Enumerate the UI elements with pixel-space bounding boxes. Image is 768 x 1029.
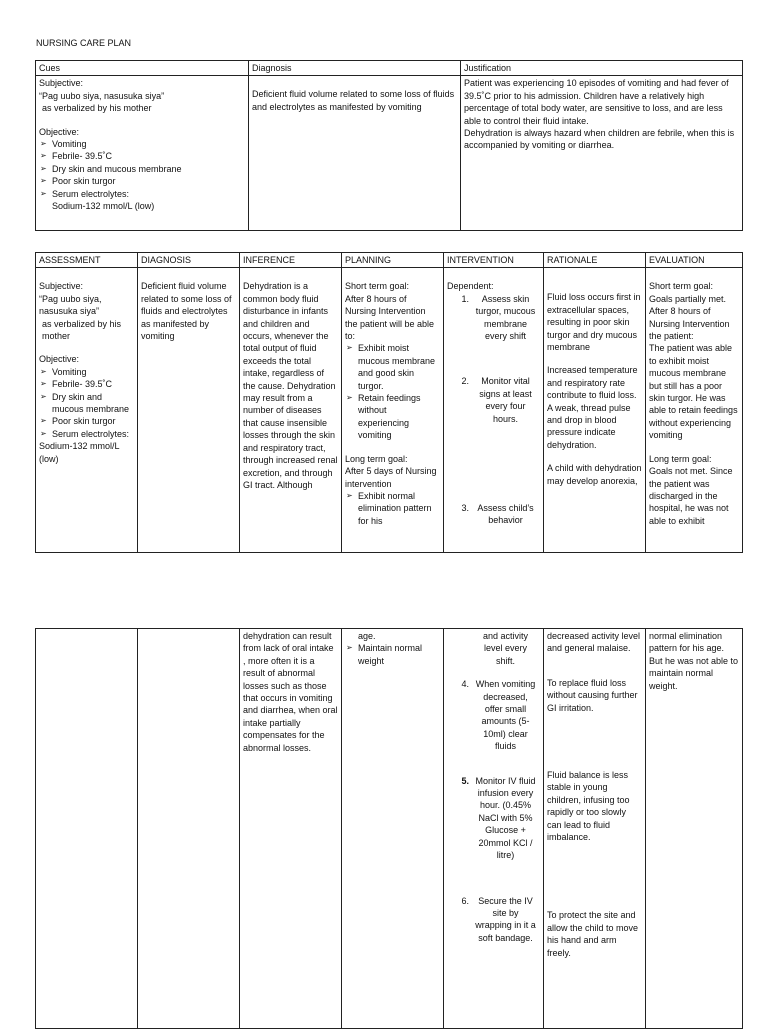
diagnosis-text: Deficient fluid volume related to some loss of fluids and electrolytes as manifested by vomiting [141, 281, 232, 342]
eval-short-detail: The patient was able to exhibit moist mucous membrane but still has a poor skin turgor. He was able to retain feedings without experiencing vomiting [649, 343, 738, 441]
evaluation-cell [646, 629, 743, 1029]
list-item: ➢ Febrile- 39.5˚C [39, 150, 245, 162]
diagnosis-cell [138, 268, 240, 553]
care-plan-continuation-table [35, 628, 743, 1029]
objective-label: Objective: [39, 354, 80, 365]
short-term-goal-list [345, 342, 440, 441]
inference-text: Dehydration is a common body fluid disturbance in infants and children and occurs, whenever the total output of fluid exceeds the total intake, regardless of the cause. Dehydration may result from a number of diseases that cause insensible losses through the skin and respiratory tract, through increased renal excretion, and through GI tract. Although [243, 281, 338, 490]
list-item: ➢ Poor skin turgor [39, 175, 245, 187]
list-item: ➢ Exhibit normal elimination pattern for his [345, 490, 440, 527]
table-row [36, 629, 743, 1029]
column-header-cues: Cues [36, 61, 249, 76]
electrolyte-value: Sodium-132 mmol/L (low) [52, 201, 155, 212]
planning-cell [342, 629, 444, 1029]
list-item: ➢ Poor skin turgor [39, 415, 134, 427]
list-item: ➢ Serum electrolytes: [39, 428, 134, 440]
intervention-label: Dependent: [447, 281, 494, 292]
list-item: ➢ Febrile- 39.5˚C [39, 378, 134, 390]
care-plan-detail-table [35, 252, 743, 553]
assessment-cell [36, 629, 138, 1029]
justification-text-1: Patient was experiencing 10 episodes of vomiting and had fever of 39.5˚C prior to his admission. Children have a relatively high percentage of total body water, are sensitive to loss, and are less able to control their fluid intake. [464, 78, 729, 126]
rationale-cell [544, 268, 646, 553]
column-header-evaluation: EVALUATION [646, 253, 743, 268]
subjective-label: Subjective: [39, 78, 84, 89]
document-title: NURSING CARE PLAN [36, 38, 132, 48]
eval-short-text: Goals partially met. After 8 hours of Nursing Intervention the patient: [649, 293, 730, 342]
subjective-attribution: as verbalized by his mother [42, 318, 122, 342]
list-item: ➢ Dry skin and mucous membrane [39, 163, 245, 175]
care-plan-summary-table [35, 60, 743, 231]
column-header-rationale: RATIONALE [544, 253, 646, 268]
rationale-text: To replace fluid loss without causing further GI irritation. [547, 677, 638, 713]
intervention-item: 1. Assess skin turgor, mucous membrane every shift [461, 293, 536, 342]
planning-continued: age. [358, 631, 376, 641]
evaluation-cell [646, 268, 743, 553]
subjective-label: Subjective: [39, 281, 84, 292]
list-item: ➢ Exhibit moist mucous membrane and good skin turgor. [345, 342, 440, 392]
table-header-row [36, 61, 743, 76]
objective-label: Objective: [39, 126, 80, 137]
intervention-item: 6. Secure the IV site by wrapping in it a soft bandage. [461, 895, 536, 943]
planning-cell [342, 268, 444, 553]
justification-cell [461, 76, 743, 231]
intervention-cell [444, 629, 544, 1029]
objective-list [39, 366, 134, 440]
rationale-text: Fluid loss occurs first in extracellular spaces, resulting in poor skin turgor and dry mucous membrane [547, 292, 641, 353]
table-row [36, 76, 743, 231]
list-item: ➢ Vomiting [39, 366, 134, 378]
inference-text: dehydration can result from lack of oral intake , more often it is a result of abnormal losses such as those that occurs in vomiting and diarrhea, when oral intake partially compensates for the abnormal losses. [243, 631, 338, 753]
eval-long-text: Goals not met. Since the patient was discharged in the hospital, he was not able to exhibit [649, 466, 733, 526]
column-header-justification: Justification [461, 61, 743, 76]
inference-cell [240, 629, 342, 1029]
list-item: ➢ Maintain normal weight [345, 642, 440, 667]
short-term-goal-label: Short term goal: [345, 281, 410, 292]
rationale-continued: decreased activity level and general malaise. [547, 631, 641, 654]
subjective-attribution: as verbalized by his mother [42, 103, 152, 114]
diagnosis-text: Deficient fluid volume related to some loss of fluids and electrolytes as manifested by vomiting [252, 89, 455, 112]
column-header-planning: PLANNING [342, 253, 444, 268]
intervention-item: 2. Monitor vital signs at least every four hours. [461, 376, 532, 424]
intervention-item: 4. When vomiting decreased, offer small amounts (5-10ml) clear fluids [461, 679, 536, 752]
table-header-row [36, 253, 743, 268]
column-header-intervention: INTERVENTION [444, 253, 544, 268]
rationale-cell [544, 629, 646, 1029]
list-item: ➢ Serum electrolytes: [39, 188, 245, 200]
cues-cell [36, 76, 249, 231]
electrolyte-value: Sodium-132 mmol/L (low) [39, 441, 120, 464]
rationale-text: Increased temperature and respiratory rate contribute to fluid loss. A weak, thread pulse and drop in blood pressure indicate dehydration. [547, 365, 638, 450]
evaluation-continued: normal elimination pattern for his age. But he was not able to maintain normal weight. [649, 631, 739, 691]
inference-cell [240, 268, 342, 553]
objective-list [39, 138, 245, 200]
diagnosis-cell [138, 629, 240, 1029]
eval-long-label: Long term goal: [649, 453, 712, 464]
diagnosis-cell [249, 76, 461, 231]
intervention-item: 3. Assess child’s behavior [461, 503, 534, 526]
long-term-goal-label: Long term goal: [345, 453, 408, 464]
assessment-cell [36, 268, 138, 553]
long-term-goal-list [345, 490, 440, 527]
intervention-item: 5. Monitor IV fluid infusion every hour. (0.45% NaCl with 5% Glucose + 20mmol KCl / litre) [461, 775, 536, 861]
list-item: ➢ Vomiting [39, 138, 245, 150]
short-term-goal-text: After 8 hours of Nursing Intervention the patient will be able to: [345, 293, 435, 342]
planning-list [345, 642, 440, 667]
rationale-text: Fluid balance is less stable in young children, infusing too rapidly or too slowly can lead to fluid imbalance. [547, 770, 630, 843]
long-term-goal-text: After 5 days of Nursing intervention [345, 466, 437, 489]
list-item: ➢ Dry skin and mucous membrane [39, 391, 134, 416]
column-header-diagnosis: Diagnosis [249, 61, 461, 76]
rationale-text: To protect the site and allow the child to move his hand and arm freely. [547, 910, 639, 958]
column-header-inference: INFERENCE [240, 253, 342, 268]
column-header-assessment: ASSESSMENT [36, 253, 138, 268]
column-header-diagnosis: DIAGNOSIS [138, 253, 240, 268]
list-item: ➢ Retain feedings without experiencing vomiting [345, 392, 440, 442]
subjective-quote: “Pag uubo siya, nasusuka siya” [39, 293, 102, 317]
subjective-quote: “Pag uubo siya, nasusuka siya” [39, 90, 165, 101]
eval-short-label: Short term goal: [649, 281, 714, 292]
table-row [36, 268, 743, 553]
intervention-cell [444, 268, 544, 553]
justification-text-2: Dehydration is always hazard when children are febrile, when this is accompanied by vomiting or diarrhea. [464, 128, 735, 151]
intervention-continued: and activity level every shift. [482, 631, 529, 666]
rationale-text: A child with dehydration may develop anorexia, [547, 463, 642, 486]
